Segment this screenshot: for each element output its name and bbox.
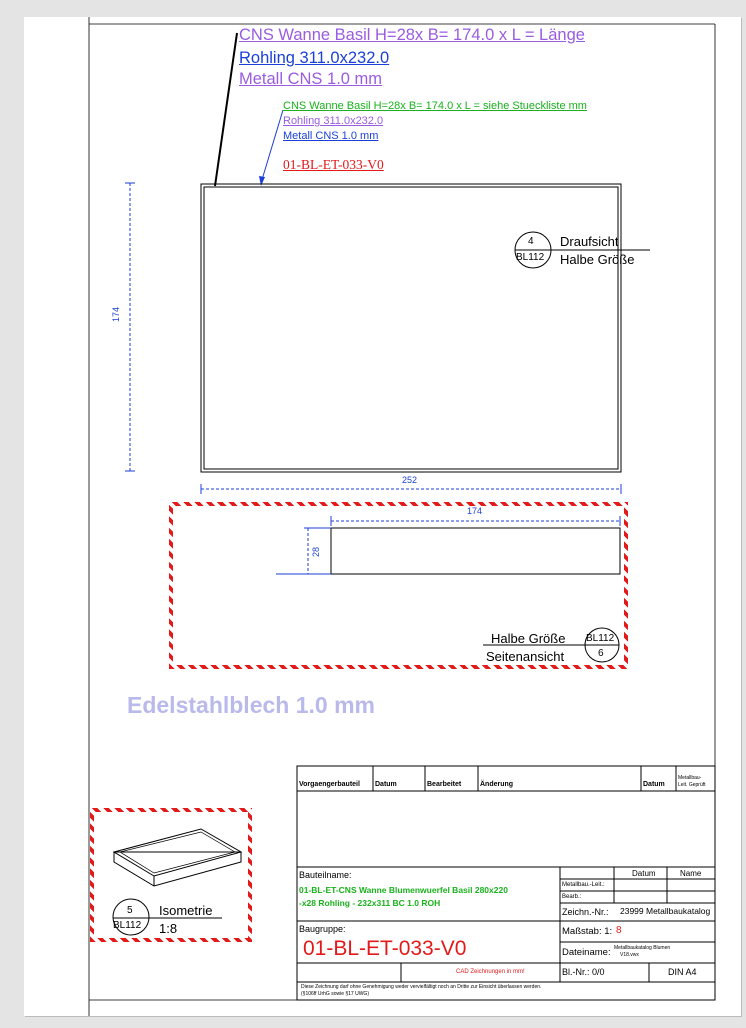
tb-bauteilname-label: Bauteilname: <box>299 870 352 880</box>
tb-blnr: Bl.-Nr.: 0/0 <box>562 967 605 977</box>
tb-bearb: Bearb.: <box>562 894 582 900</box>
dim-side-left-text: 28 <box>311 546 321 557</box>
tb-hdr-metallbau: Metallbau- <box>678 775 702 781</box>
label-mid-line3: Metall CNS 1.0 mm <box>283 130 379 142</box>
label-top-line1: CNS Wanne Basil H=28x B= 174.0 x L = Länge <box>239 26 585 44</box>
tb-hdr-bearbeitet: Bearbeitet <box>427 781 462 788</box>
tb-hdr-vorgaenger: Vorgaengerbauteil <box>299 781 360 788</box>
tb-bauteilname-value-1: 01-BL-ET-CNS Wanne Blumenwuerfel Basil 280x220 <box>299 885 508 895</box>
dim-252-text: 252 <box>402 475 418 485</box>
tb-metallbau-leit: Metallbau.-Leit.: <box>562 882 605 888</box>
bubble-side-num: 6 <box>598 648 604 659</box>
label-top-line2: Rohling 311.0x232.0 <box>239 49 390 67</box>
top-view-scale-note: Halbe Größe <box>560 252 635 267</box>
tb-hdr-aenderung: Änderung <box>480 781 514 788</box>
top-view-outer <box>201 184 621 472</box>
side-view-subtitle: Seitenansicht <box>486 649 565 664</box>
label-top-line3: Metall CNS 1.0 mm <box>239 70 383 88</box>
bubble-top-ref: BL112 <box>516 252 545 263</box>
material-note: Edelstahlblech 1.0 mm <box>127 692 375 718</box>
bubble-iso-ref: BL112 <box>113 920 142 931</box>
label-mid-line1: CNS Wanne Basil H=28x B= 174.0 x L = siehe Stueckliste mm <box>283 100 587 112</box>
tb-massstab-value: 8 <box>616 925 622 936</box>
label-part-code: 01-BL-ET-033-V0 <box>283 157 384 172</box>
tb-dateiname-value-1: Metallbaukatalog Blumen <box>614 945 671 951</box>
top-view-title: Draufsicht <box>560 234 619 249</box>
tb-format: DIN A4 <box>668 967 697 977</box>
tb-col-datum: Datum <box>632 869 656 878</box>
bubble-top-num: 4 <box>528 236 534 247</box>
tb-baugruppe-value: 01-BL-ET-033-V0 <box>303 937 467 960</box>
tb-legal-1: Diese Zeichnung darf ohne Genehmigung weder vervielfältigt noch an Dritte zur Einsicht überlassen werden. <box>301 984 542 990</box>
tb-hdr-datum1: Datum <box>375 781 397 788</box>
top-view-inner <box>204 187 618 469</box>
tb-hdr-gepr: Leit. Geprüft <box>678 782 706 788</box>
iso-view-title: Isometrie <box>159 903 213 918</box>
iso-view-scale: 1:8 <box>159 921 178 936</box>
tb-col-name: Name <box>680 869 702 878</box>
tb-cad-note: CAD Zeichnungen in mm! <box>456 969 525 975</box>
tb-hdr-datum2: Datum <box>643 781 665 788</box>
tb-zeichn-label: Zeichn.-Nr.: <box>562 907 609 917</box>
bubble-iso-num: 5 <box>127 905 133 916</box>
tb-baugruppe-label: Baugruppe: <box>299 924 346 934</box>
tb-dateiname-value-2: V18.vwx <box>620 952 639 958</box>
tb-zeichn-value: 23999 Metallbaukatalog <box>620 906 711 916</box>
tb-massstab-label: Maßstab: 1: <box>562 926 613 937</box>
dim-174-text: 174 <box>111 306 121 322</box>
label-mid-line2: Rohling 311.0x232.0 <box>283 115 384 127</box>
bubble-side-ref: BL112 <box>586 633 615 644</box>
title-block-grid <box>297 766 715 1000</box>
dim-side-top-text: 174 <box>467 506 483 516</box>
side-view-title: Halbe Größe <box>491 631 566 646</box>
leader-line-mid <box>261 110 283 183</box>
leader-line-top <box>215 33 237 186</box>
tb-bauteilname-value-2: -x28 Rohling - 232x311 BC 1.0 ROH <box>299 898 441 908</box>
tb-legal-2: (§106ff UrhG sowie §17 UWG) <box>301 991 369 997</box>
tb-dateiname-label: Dateiname: <box>562 947 611 958</box>
